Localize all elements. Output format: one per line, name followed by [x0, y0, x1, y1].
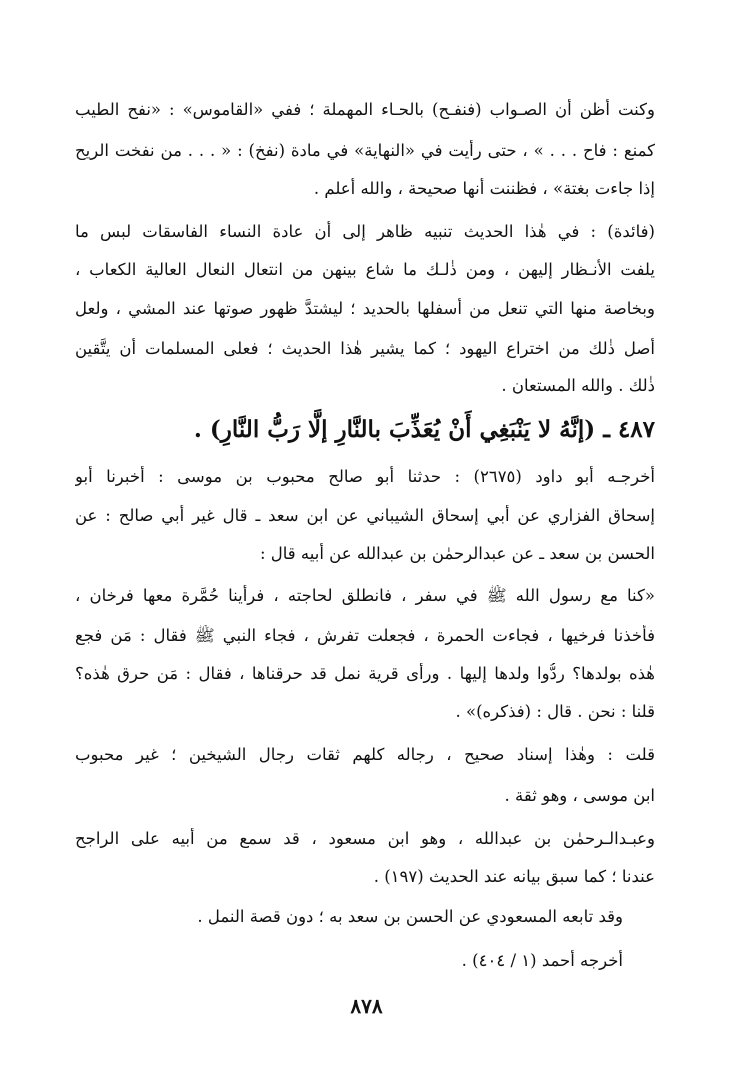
- text-line: فأخذنا فرخيها ، فجاءت الحمرة ، فجعلت تفرش ، فجاء النبي ﷺ فقال : مَن فجع: [75, 626, 655, 645]
- text-line: وقد تابعه المسعودي عن الحسن بن سعد به ؛ دون قصة النمل .: [197, 907, 623, 926]
- text-line: ابن موسى ، وهو ثقة .: [504, 786, 655, 805]
- text-line: وكنت أظن أن الصـواب (فنفـح) بالحـاء المهملة ؛ ففي «القاموس» : «نفح الطيب: [75, 100, 655, 119]
- text-line: عندنا ؛ كما سبق بيانه عند الحديث (١٩٧) .: [373, 867, 655, 886]
- text-line: (فائدة) : في هٰذا الحديث تنبيه ظاهر إلى أن عادة النساء الفاسقات لبس ما: [75, 222, 655, 241]
- text-line: يلفت الأنـظار إليهن ، ومن ذٰلـك ما شاع بينهن من انتعال النعال العالية الكعاب ،: [75, 260, 655, 279]
- text-line: أخرجه أحمد (١ / ٤٠٤) .: [461, 951, 623, 970]
- text-line: «كنا مع رسول الله ﷺ في سفر ، فانطلق لحاجته ، فرأينا حُمَّرة معها فرخان ،: [75, 586, 655, 605]
- text-line: كمنع : فاح . . . » ، حتى رأيت في «النهاية» في مادة (نفخ) : « . . . من نفخت الريح: [75, 141, 655, 160]
- text-line: ذٰلك . والله المستعان .: [501, 376, 655, 395]
- text-line: قلنا : نحن . قال : (فذكره)» .: [455, 702, 655, 721]
- text-line: وعبـدالـرحمٰن بن عبدالله ، وهو ابن مسعود ، قد سمع من أبيه على الراجح: [75, 829, 655, 848]
- text-line: الحسن بن سعد ـ عن عبدالرحمٰن بن عبدالله عن أبيه قال :: [259, 544, 655, 563]
- page-number: ٨٧٨: [350, 994, 383, 1018]
- text-line: قلت : وهٰذا إسناد صحيح ، رجاله كلهم ثقات رجال الشيخين ؛ غير محبوب: [75, 745, 655, 764]
- text-line: إذا جاءت بغتة» ، فظننت أنها صحيحة ، والله أعلم .: [313, 179, 655, 198]
- hadith-heading: ٤٨٧ ـ (إنَّهُ لا يَنْبَغِي أَنْ يُعَذِّبَ بالنَّارِ إلَّا رَبُّ النَّارِ) .: [193, 416, 655, 443]
- text-line: وبخاصة منها التي تنعل من أسفلها بالحديد ؛ ليشتدَّ ظهور صوتها عند المشي ، ولعل: [75, 299, 655, 318]
- text-line: أصل ذٰلك من اختراع اليهود ؛ كما يشير هٰذا الحديث ؛ فعلى المسلمات أن يتَّقين: [75, 339, 655, 358]
- text-line: هٰذه بولدها؟ ردُّوا ولدها إليها . ورأى قرية نمل قد حرقناها ، فقال : مَن حرق هٰذه؟: [75, 664, 655, 683]
- text-line: أخرجـه أبو داود (٢٦٧٥) : حدثنا أبو صالح محبوب بن موسى : أخبرنا أبو: [75, 467, 655, 486]
- text-line: إسحاق الفزاري عن أبي إسحاق الشيباني عن ابن سعد ـ قال غير أبي صالح : عن: [75, 506, 655, 525]
